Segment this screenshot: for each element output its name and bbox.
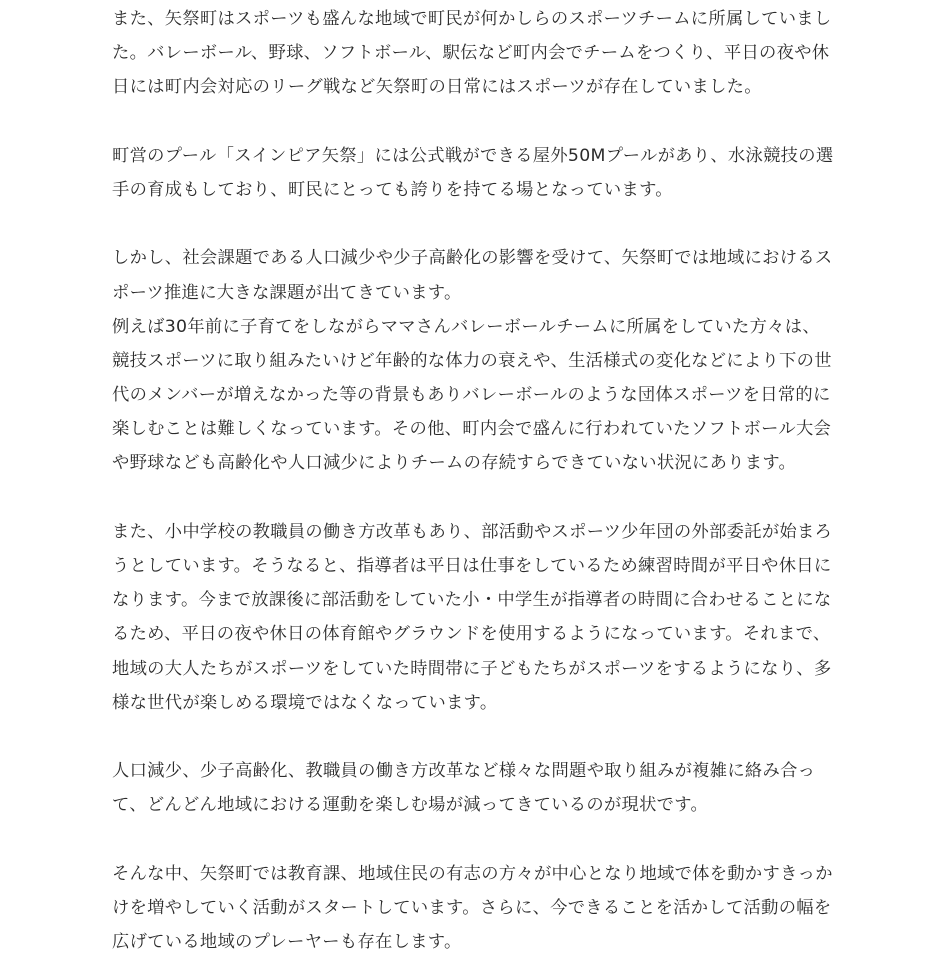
text-line: て、どんどん地域における運動を楽しむ場が減ってきているのが現状です。	[112, 795, 709, 816]
text-line: 例えば30年前に子育てをしながらママさんバレーボールチームに所属をしていた方々は、	[112, 316, 820, 337]
text-line: 広げている地域のプレーヤーも存在します。	[112, 932, 462, 953]
text-line: また、小中学校の教職員の働き方改革もあり、部活動やスポーツ少年団の外部委託が始まろ	[112, 521, 833, 542]
text-line: けを増やしていく活動がスタートしています。さらに、今できることを活かして活動の幅を	[112, 897, 832, 918]
text-line: 人口減少、少子高齢化、教職員の働き方改革など様々な問題や取り組みが複雑に絡み合っ	[112, 761, 816, 782]
paragraph-issues	[112, 241, 836, 480]
paragraph-pool	[112, 139, 836, 207]
paragraph-sports-culture	[112, 2, 836, 105]
text-line: 地域の大人たちがスポーツをしていた時間帯に子どもたちがスポーツをするようになり、多	[112, 658, 832, 679]
text-line: また、矢祭町はスポーツも盛んな地域で町民が何かしらのスポーツチームに所属していまし	[112, 9, 832, 29]
paragraph-summary	[112, 754, 836, 822]
text-line: なります。今まで放課後に部活動をしていた小・中学生が指導者の時間に合わせることにな	[112, 590, 832, 611]
text-line: や野球なども高齢化や人口減少によりチームの存続すらできていない状況にあります。	[112, 453, 797, 474]
text-line: 代のメンバーが増えなかった等の背景もありバレーボールのような団体スポーツを日常的に	[112, 385, 831, 406]
text-line: 楽しむことは難しくなっています。その他、町内会で盛んに行われていたソフトボール大会	[112, 419, 832, 440]
text-line: そんな中、矢祭町では教育課、地域住民の有志の方々が中心となり地域で体を動かすきっか	[112, 863, 833, 884]
paragraph-gap	[112, 823, 836, 857]
text-line: 競技スポーツに取り組みたいけど年齢的な体力の衰えや、生活様式の変化などにより下の世	[112, 350, 832, 371]
paragraph-gap	[112, 105, 836, 139]
text-line: 町営のプール「スインピア矢祭」には公式戦ができる屋外50Mプールがあり、水泳競技の選	[112, 145, 834, 166]
text-line: うとしています。そうなると、指導者は平日は仕事をしているため練習時間が平日や休日に	[112, 556, 832, 576]
text-line: 手の育成もしており、町民にとっても誇りを持てる場となっています。	[112, 179, 673, 200]
paragraph-teacher-reform	[112, 515, 836, 720]
paragraph-gap	[112, 720, 836, 754]
text-line: た。バレーボール、野球、ソフトボール、駅伝など町内会でチームをつくり、平日の夜や休	[112, 43, 830, 64]
article-body	[112, 0, 836, 959]
text-line: 様な世代が楽しめる環境ではなくなっています。	[112, 692, 498, 713]
text-line: ポーツ推進に大きな課題が出てきています。	[112, 282, 462, 303]
paragraph-gap	[112, 481, 836, 515]
text-line: 日には町内会対応のリーグ戦など矢祭町の日常にはスポーツが存在していました。	[112, 77, 762, 98]
text-line: るため、平日の夜や休日の体育館やグラウンドを使用するようになっています。それまで、	[112, 624, 831, 645]
paragraph-gap	[112, 207, 836, 241]
text-line: しかし、社会課題である人口減少や少子高齢化の影響を受けて、矢祭町では地域におけるス	[112, 248, 833, 269]
paragraph-activities	[112, 857, 836, 959]
